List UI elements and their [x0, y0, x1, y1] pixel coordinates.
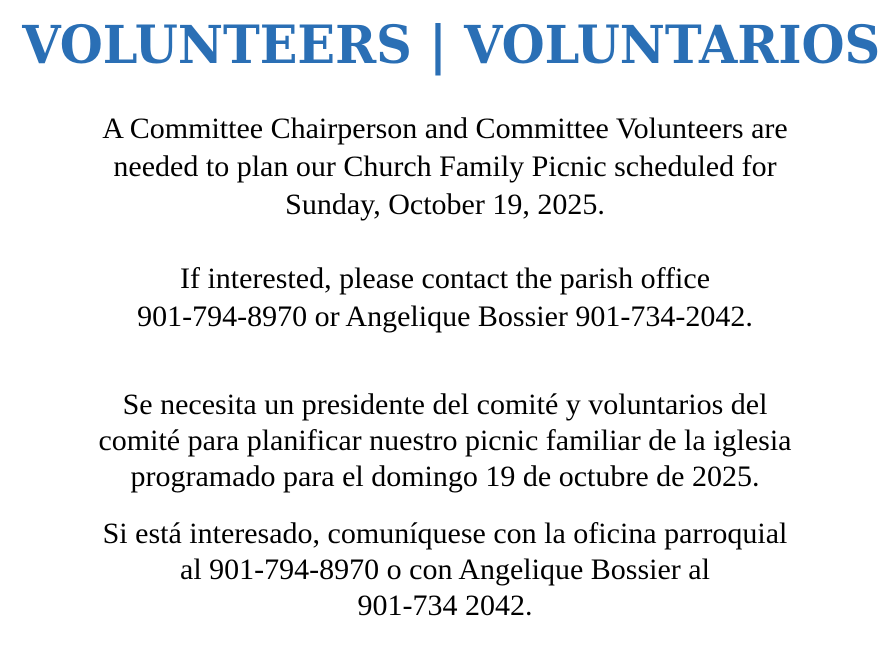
spanish-contact — [0, 516, 890, 624]
spanish-announcement-line-2: comité para planificar nuestro picnic familiar de la iglesia — [98, 424, 792, 457]
english-announcement-line-1: A Committee Chairperson and Committee Volunteers are — [102, 112, 788, 145]
english-announcement — [0, 110, 890, 224]
english-announcement-line-3: Sunday, October 19, 2025. — [285, 188, 605, 221]
spanish-contact-line-1: Si está interesado, comuníquese con la oficina parroquial — [102, 517, 788, 550]
spanish-contact-line-3: 901-734 2042. — [357, 589, 533, 622]
spanish-announcement — [0, 387, 890, 495]
english-contact-line-1: If interested, please contact the parish office — [179, 262, 711, 295]
spanish-announcement-line-1: Se necesita un presidente del comité y voluntarios del — [122, 388, 768, 421]
english-announcement-line-2: needed to plan our Church Family Picnic scheduled for — [113, 150, 777, 183]
english-contact — [0, 260, 890, 336]
english-contact-line-2: 901-794-8970 or Angelique Bossier 901-734-2042. — [137, 300, 753, 333]
spanish-announcement-line-3: programado para el domingo 19 de octubre de 2025. — [130, 460, 760, 493]
spanish-contact-line-2: al 901-794-8970 o con Angelique Bossier al — [180, 553, 710, 586]
flyer-title — [22, 14, 881, 78]
title-text: VOLUNTEERS | VOLUNTARIOS — [22, 15, 881, 76]
